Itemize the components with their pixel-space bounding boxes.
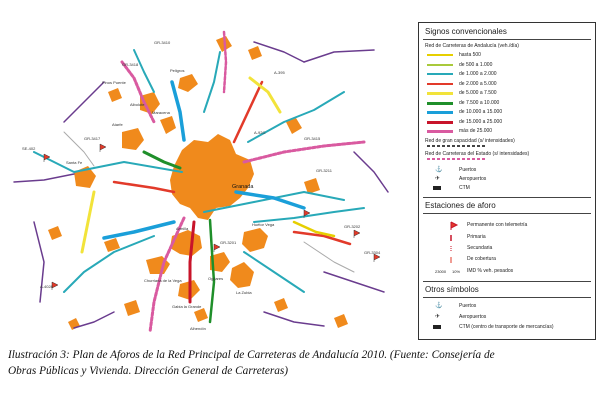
road-yellow-2 [250,78,280,112]
legend-divider [423,39,591,40]
caption-line-2: Obras Públicas y Vivienda. Dirección General de Carreteras) [8,365,289,377]
traffic-map [4,22,408,340]
north-east-town-urban-area [248,46,262,60]
town-label: Ogíjares [208,276,224,281]
road-magenta-1 [122,62,154,122]
atarfe-urban-area [122,128,144,150]
traffic-class-swatch [427,130,453,133]
city-label: Granada [232,184,254,190]
station-secondary: Secundaria [467,245,493,251]
road-code-label: A-92G [254,130,266,135]
la-zubia-urban-area [230,262,254,288]
town-label: Huétor Vega [252,222,275,227]
road-code-label: A-4028 [40,284,53,289]
town-label: Santa Fe [66,160,83,165]
south-town-urban-area [194,308,208,322]
traffic-class-swatch [427,121,453,124]
state-network-swatch [427,158,487,160]
traffic-class-label: de 1.000 a 2.000 [459,71,497,77]
airplane-icon: ✈ [435,314,441,320]
south-west-town-urban-area [124,300,140,316]
legend-ctm: CTM [459,185,470,191]
road-grey-2 [304,242,354,272]
high-capacity-swatch [427,145,487,147]
road-purple-4 [324,272,384,292]
legend-title: Signos convencionales [425,27,507,36]
road-blue-1 [34,152,182,172]
traffic-class-label: de 500 a 1.000 [459,61,493,68]
station-permanent: Permanente con telemetría [467,222,528,228]
imd-percent: 10% [452,269,461,274]
traffic-class-swatch [427,92,453,95]
town-label: Peligros [170,68,185,73]
road-code-label: GR-3410 [154,40,171,45]
legend-ports: Puertos [459,167,477,173]
high-capacity-label: Red de gran capacidad (s/ intensidades) [425,138,515,144]
road-purple-8 [254,42,304,62]
caption-line-1: Ilustración 3: Plan de Aforos de la Red Principal de Carreteras de Andalucía 2010. (Fuente: Consejería de [8,349,495,361]
traffic-class-label: de 5.000 a 7.500 [459,90,497,96]
station-flag [354,230,360,238]
roads-heading: Red de Carreteras de Andalucía (veh./día) [425,43,519,49]
traffic-class-swatch [427,83,453,85]
road-purple-5 [64,82,104,122]
anchor-icon: ⚓ [435,303,443,309]
road-blue-7 [254,208,364,222]
road-code-label: GR-3417 [84,136,101,141]
legend-divider [423,213,591,214]
town-label: Atarfe [112,122,123,127]
other-symbols-title: Otros símbolos [425,285,479,294]
west-town-2-urban-area [48,226,62,240]
legend-divider [423,297,591,298]
traffic-class-swatch [427,102,453,105]
road-purple-9 [354,152,388,192]
permanent-station-flag-icon [451,222,457,230]
truck-icon [433,186,441,190]
traffic-class-label: de 7.500 a 10.000 [459,99,500,106]
road-thick-blue-2 [172,82,184,140]
traffic-class-swatch [427,64,453,66]
road-code-label: SE-402 [22,146,36,151]
figure-caption [8,347,598,379]
traffic-class-label: de 2.000 a 5.000 [459,80,497,87]
road-code-label: A-395 [274,70,285,75]
imd-label: IMD % veh. pesados [467,268,514,274]
road-code-label: GR-3201 [220,240,237,245]
peligros-urban-area [178,74,198,92]
other-ports: Puertos [459,303,477,309]
station-flag [214,244,220,252]
imd-code: 23000 [435,269,447,274]
other-airports: Aeropuertos [459,314,487,320]
legend-divider [423,197,591,198]
far-south-east-urban-area [334,314,348,328]
road-yellow-1 [82,192,94,252]
town-label: La Zubia [236,290,252,295]
town-label: Alhendín [190,326,206,331]
road-code-label: GR-3304 [364,250,381,255]
traffic-class-swatch [427,54,453,56]
road-magenta-2 [244,142,364,162]
traffic-class-swatch [427,111,453,114]
road-purple-1 [14,174,74,182]
traffic-class-label: más de 25.000 [459,128,493,134]
town-label: Gabia la Grande [172,304,202,309]
road-code-label: GR-3202 [344,224,361,229]
legend-divider [423,281,591,282]
road-code-label: GR-3418 [122,62,139,67]
town-label: Armilla [176,226,189,231]
station-flag [100,144,106,152]
other-ctm: CTM (centro de transporte de mercancías) [459,324,554,330]
truck-icon [433,325,441,329]
map-svg [4,22,408,340]
anchor-icon: ⚓ [435,167,443,173]
road-red-2 [114,182,174,192]
town-label: Pinos Puente [102,80,126,85]
road-purple-7 [74,312,114,328]
town-label: Albolote [130,102,145,107]
armilla-urban-area [170,230,202,256]
station-flag [374,254,380,262]
pinos-puente-urban-area [108,88,122,102]
road-code-label: GR-3211 [316,168,332,173]
road-code-label: GR-3415 [304,136,321,141]
station-symbols [449,221,459,267]
huetor-vega-urban-area [242,228,268,252]
road-thick-blue-1 [104,222,174,238]
station-flag [44,154,50,162]
traffic-class-label: de 15.000 a 25.000 [459,118,503,125]
road-blue-8 [204,52,220,112]
south-east-town-urban-area [274,298,288,312]
map-legend [418,22,596,340]
road-green-2 [210,220,214,322]
state-network-label: Red de Carreteras del Estado (s/ intensidades) [425,151,530,157]
granada-urban-area [170,134,254,220]
urban-areas [48,36,348,330]
town-label: Maracena [152,110,170,115]
maracena-urban-area [160,116,176,134]
stations-title: Estaciones de aforo [425,201,496,210]
traffic-class-label: hasta 500 [459,52,481,58]
traffic-class-label: de 10.000 a 15.000 [459,109,503,115]
road-purple-2 [34,222,44,302]
town-label: Churriana de la Vega [144,278,182,283]
station-coverage: De cobertura [467,256,496,262]
road-purple-3 [304,50,374,62]
legend-airports: Aeropuertos [459,176,487,182]
road-purple-6 [264,312,324,326]
station-primary: Primaria [467,234,486,240]
traffic-class-swatch [427,73,453,75]
airplane-icon: ✈ [435,176,441,182]
